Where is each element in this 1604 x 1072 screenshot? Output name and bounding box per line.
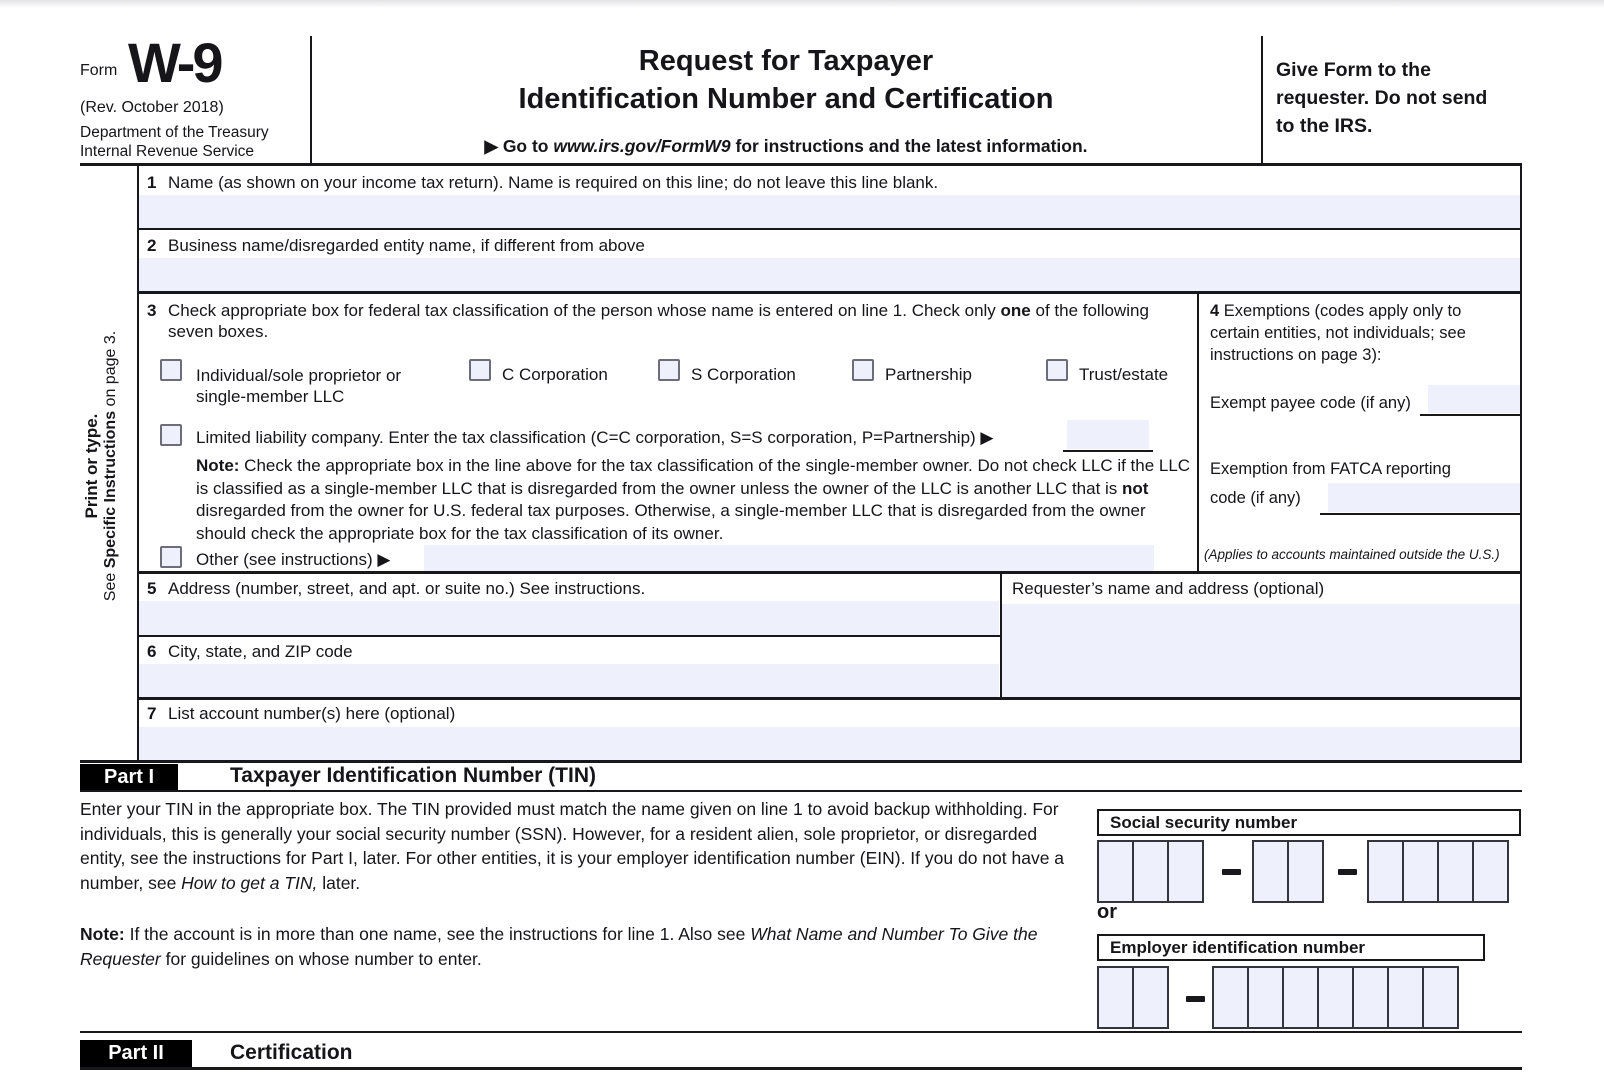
city-state-zip-input[interactable] (139, 664, 999, 697)
part1-note-bold: Note: (80, 924, 125, 944)
ein-cell[interactable] (1387, 966, 1424, 1029)
ssn-cell[interactable] (1367, 840, 1404, 903)
part1-note-text: If the account is in more than one name, see the instructions for line 1. Also see (124, 924, 751, 944)
part1-body-italic: How to get a TIN, (181, 872, 318, 893)
part2-badge: Part II (80, 1040, 192, 1067)
ein-cell[interactable] (1422, 966, 1459, 1029)
line6-number: 6 (147, 642, 157, 661)
checkbox-s-corporation-label: S Corporation (691, 365, 796, 384)
form-title (312, 42, 1260, 118)
ssn-dash-1 (1222, 869, 1241, 875)
on-page-text: on page 3. (102, 330, 119, 411)
top-shadow (0, 0, 1604, 8)
llc-input-underline (1063, 450, 1153, 452)
form-number: W-9 (128, 31, 221, 94)
ssn-cell[interactable] (1437, 840, 1474, 903)
print-or-type-caption (82, 276, 134, 656)
ssn-dash-2 (1338, 869, 1357, 875)
address-input[interactable] (139, 601, 999, 635)
line1-number: 1 (147, 173, 157, 192)
llc-note (196, 455, 1198, 545)
llc-label: Limited liability company. Enter the tax classification (C=C corporation, S=S corporation, P=Partnership) ▶ (196, 428, 994, 447)
ein-label: Employer identification number (1110, 937, 1366, 957)
name-input[interactable] (139, 195, 1520, 228)
line3-bottom-rule (137, 571, 1522, 574)
checkbox-individual-label: Individual/sole proprietor or single-member LLC (196, 366, 402, 406)
ein-cell[interactable] (1317, 966, 1354, 1029)
ssn-group-2[interactable] (1252, 840, 1324, 903)
part2-top-rule (80, 1031, 1522, 1033)
main-right-border (1520, 166, 1522, 760)
ein-cell[interactable] (1352, 966, 1389, 1029)
part2-bar-rule (80, 1067, 1522, 1070)
ssn-cell[interactable] (1097, 840, 1134, 903)
ein-cell[interactable] (1282, 966, 1319, 1029)
header-bottom-rule (80, 163, 1522, 166)
ein-group-2[interactable] (1212, 966, 1459, 1029)
checkbox-s-corporation[interactable] (658, 359, 680, 381)
ssn-cell[interactable] (1167, 840, 1204, 903)
ein-label-box (1097, 934, 1485, 961)
line4-number: 4 (1210, 302, 1220, 320)
checkbox-individual[interactable] (160, 359, 182, 381)
part1-note-suffix: for guidelines on whose number to enter. (160, 948, 482, 969)
print-or-type-line2 (102, 276, 120, 656)
part1-note-italic: What Name and Number To Give the Requester (80, 924, 1038, 969)
requester-input[interactable] (1002, 604, 1520, 697)
requester-label: Requester’s name and address (optional) (1012, 579, 1325, 598)
ssn-label: Social security number (1110, 812, 1298, 832)
line7-label: List account number(s) here (optional) (168, 704, 456, 723)
part1-body (80, 797, 1068, 895)
form-word: Form (80, 62, 118, 79)
part1-title: Taxpayer Identification Number (TIN) (230, 764, 596, 787)
part2-title: Certification (230, 1041, 353, 1064)
ssn-group-1[interactable] (1097, 840, 1204, 903)
ssn-cell[interactable] (1287, 840, 1324, 903)
fatca-label-line2: code (if any) (1210, 489, 1301, 507)
ein-cell[interactable] (1212, 966, 1249, 1029)
line4-label-text: Exemptions (codes apply only to certain entities, not individuals; see instructions on page 3): (1210, 302, 1466, 364)
line3-number: 3 (147, 301, 157, 320)
line5-bottom-rule (137, 635, 1000, 637)
line6-bottom-rule (137, 697, 1522, 700)
form-title-line2: Identification Number and Certification (518, 83, 1054, 115)
applies-note: (Applies to accounts maintained outside the U.S.) (1204, 547, 1500, 562)
form-department: Department of the Treasury (80, 124, 269, 141)
line7-bottom-rule (80, 760, 1522, 763)
exempt-payee-label: Exempt payee code (if any) (1210, 394, 1411, 412)
checkbox-trust-estate-label: Trust/estate (1079, 365, 1169, 384)
ein-cell[interactable] (1097, 966, 1134, 1029)
ein-dash (1186, 996, 1205, 1002)
line5-label: Address (number, street, and apt. or suite no.) See instructions. (168, 579, 646, 598)
line3-label (168, 300, 1178, 342)
ssn-cell[interactable] (1252, 840, 1289, 903)
fatca-code-input[interactable] (1328, 483, 1520, 512)
line2-label: Business name/disregarded entity name, if different from above (168, 236, 645, 255)
line6-label: City, state, and ZIP code (168, 642, 353, 661)
line5-number: 5 (147, 579, 157, 598)
give-form-note: Give Form to the requester. Do not send to the IRS. (1276, 59, 1488, 137)
see-text: See (102, 568, 119, 602)
line4-label (1210, 300, 1506, 366)
part1-body-text: Enter your TIN in the appropriate box. The TIN provided must match the name given on line 1 to avoid backup withholding. For individuals, this is generally your social security number (SSN). However, for a resident alien, sole proprietor, or disregarded entity, see the instructions for Part I, later. For other entities, it is your employer identification number (EIN). If you do not have a number, see (80, 799, 1065, 893)
form-revision: (Rev. October 2018) (80, 99, 224, 116)
line3-label-prefix: Check appropriate box for federal tax classification of the person whose name is entered on line 1. Check only (168, 301, 1001, 320)
checkbox-trust-estate[interactable] (1046, 359, 1068, 381)
checkbox-c-corporation[interactable] (469, 359, 491, 381)
checkbox-c-corporation-label: C Corporation (502, 365, 608, 384)
part1-body-suffix: later. (317, 872, 361, 893)
checkbox-llc[interactable] (160, 424, 182, 446)
section4-divider (1197, 294, 1199, 574)
line1-label: Name (as shown on your income tax return). Name is required on this line; do not leave this line blank. (168, 173, 939, 192)
other-input[interactable] (424, 545, 1154, 571)
form-agency: Internal Revenue Service (80, 143, 255, 160)
go-to-prefix: ▶ Go to (484, 136, 554, 156)
account-numbers-input[interactable] (139, 727, 1520, 760)
checkbox-partnership[interactable] (852, 359, 874, 381)
specific-instructions-text: Specific Instructions (102, 410, 119, 569)
fatca-label-line1: Exemption from FATCA reporting (1210, 460, 1451, 478)
part1-badge: Part I (80, 764, 178, 790)
line7-number: 7 (147, 704, 157, 723)
go-to-suffix: for instructions and the latest information. (730, 136, 1088, 156)
llc-classification-input[interactable] (1067, 420, 1149, 449)
part1-note (80, 922, 1080, 971)
llc-note-text: Check the appropriate box in the line above for the tax classification of the single-member owner. Do not check LLC if the LLC is classified as a single-member LLC that is disregarded from the owner unless the owner of the LLC is another LLC that is (196, 456, 1191, 498)
ein-cell[interactable] (1247, 966, 1284, 1029)
line1-bottom-rule (137, 228, 1522, 230)
part1-bar-rule (80, 790, 1522, 792)
llc-note-text2: disregarded from the owner for U.S. federal tax purposes. Otherwise, a single-member LLC that is disregarded from the owner should check the appropriate box for the tax classification of its owner. (196, 501, 1146, 543)
ein-group-1[interactable] (1097, 966, 1169, 1029)
irs-url: www.irs.gov/FormW9 (553, 136, 731, 156)
fatca-code-underline (1320, 513, 1520, 515)
ssn-label-box (1097, 809, 1521, 836)
line2-number: 2 (147, 236, 157, 255)
form-title-line1: Request for Taxpayer (638, 45, 934, 77)
or-label: or (1097, 901, 1117, 923)
form-instruction-line (312, 136, 1260, 157)
llc-note-not: not (1122, 478, 1149, 498)
line2-bottom-rule (137, 291, 1522, 294)
checkbox-partnership-label: Partnership (885, 365, 972, 384)
line3-label-suffix: of the following seven boxes. (168, 301, 1149, 341)
header-divider-right (1261, 36, 1263, 164)
other-label: Other (see instructions) ▶ (196, 550, 391, 569)
checkbox-other[interactable] (160, 546, 182, 568)
ssn-group-3[interactable] (1367, 840, 1509, 903)
ssn-cell[interactable] (1132, 840, 1169, 903)
llc-note-bold: Note: (196, 456, 240, 475)
business-name-input[interactable] (139, 258, 1520, 291)
ssn-cell[interactable] (1472, 840, 1509, 903)
ein-cell[interactable] (1132, 966, 1169, 1029)
ssn-cell[interactable] (1402, 840, 1439, 903)
exempt-payee-input[interactable] (1428, 385, 1520, 413)
exempt-payee-underline (1420, 414, 1520, 416)
line3-label-one: one (1000, 301, 1031, 320)
print-or-type-line1: Print or type. (82, 413, 101, 519)
